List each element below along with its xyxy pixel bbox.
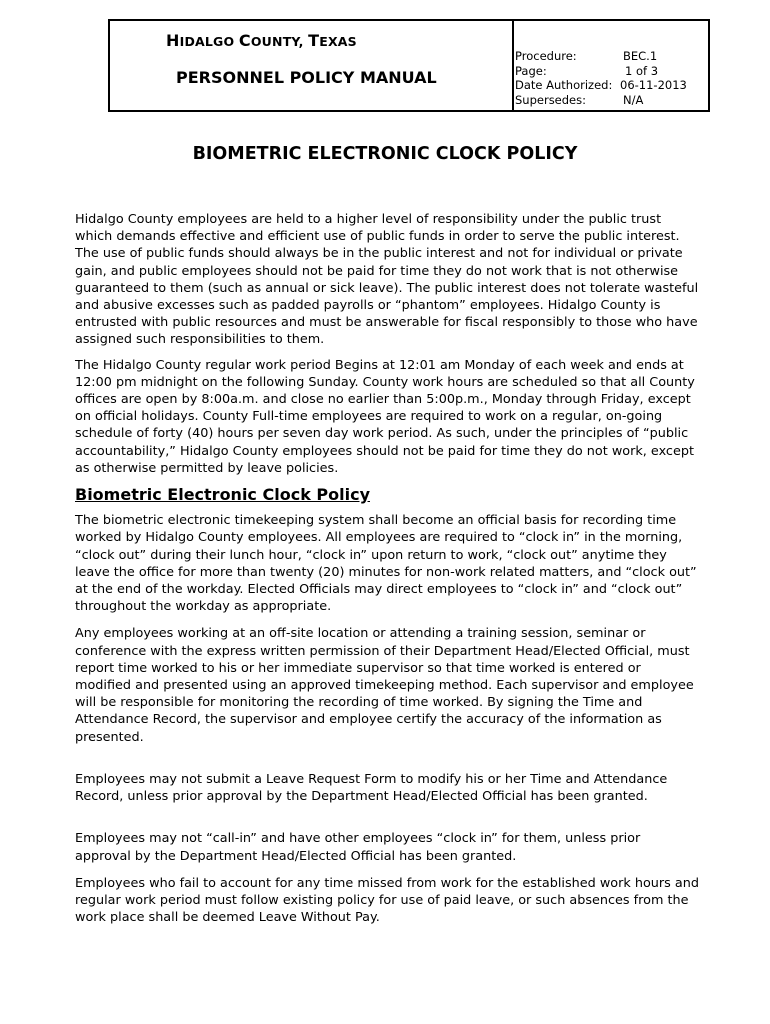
section-paragraph: The biometric electronic timekeeping system shall become an official basis for recording time worked by Hidalgo County employees. All employees are required to “clock in” in the morning, “clock out” during their lunch hour, “clock in” upon return to work, “clock out” anytime they leave the office for more than twenty (20) minutes for non-work related matters, and “clock out” at the end of the workday. Elected Officials may direct employees to “clock in” and “clock out” throughout the workday as appropriate. [75,513,697,615]
intro-paragraph: Hidalgo County employees are held to a higher level of responsibility under the public trust which demands effective and efficient use of public funds in order to serve the public interest. The use of public funds should always be in the public interest and not for individual or private gain, and public employees should not be paid for time they do not work that is not otherwise guaranteed to them (such as annual or sick leave). The public interest does not tolerate wasteful and abusive excesses such as padded payrolls or “phantom” employees. Hidalgo County is entrusted with public resources and must be answerable for fiscal responsibly to those who have assigned such responsibilities to them. [75,212,699,348]
header-divider [512,21,514,110]
meta-value: N/A [623,92,644,107]
header-box [108,19,710,112]
meta-row-procedure [515,49,705,64]
meta-label: Procedure: [515,49,577,63]
procedure-meta [515,49,705,107]
county-word-1: IDALGO [179,34,239,49]
document-title: BIOMETRIC ELECTRONIC CLOCK POLICY [192,144,578,164]
county-letter-3: T [308,31,320,50]
meta-value: 06-11-2013 [620,78,687,92]
section-paragraph: Employees may not submit a Leave Request Form to modify his or her Time and Attendance Record, unless prior approval by the Department Head/Elected Official has been granted. [75,771,668,805]
meta-label: Page: [515,63,547,78]
section-paragraph: Employees who fail to account for any time missed from work for the established work hours and regular work period must follow existing policy for use of paid leave, or such absences from the work place shall be deemed Leave Without Pay. [75,875,699,926]
meta-row-supersedes [515,93,705,108]
county-name [166,31,357,50]
meta-row-date [515,78,705,93]
meta-value: 1 of 3 [625,63,659,78]
intro-paragraph: The Hidalgo County regular work period Begins at 12:01 am Monday of each week and ends at 12:00 pm midnight on the following Sunday. County work hours are scheduled so that all County offices are open by 8:00a.m. and close no earlier than 5:00p.m., Monday through Friday, except on official holidays. County Full-time employees are required to work on a regular, on-going schedule of forty (40) hours per seven day work period. As such, under the principles of “public accountability,” Hidalgo County employees should not be paid for time they do not work, except as otherwise permitted by leave policies. [75,357,695,476]
section-heading: Biometric Electronic Clock Policy [75,485,370,505]
section-paragraph: Employees may not “call-in” and have other employees “clock in” for them, unless prior approval by the Department Head/Elected Official has been granted. [75,831,641,864]
meta-value: BEC.1 [623,49,658,63]
county-letter-1: H [166,31,180,50]
county-word-2: OUNTY, [250,34,309,49]
county-letter-2: C [238,31,251,50]
meta-label: Date Authorized: [515,78,613,92]
section-paragraph: Any employees working at an off-site location or attending a training session, seminar or conference with the express written permission of their Department Head/Elected Official, must report time worked to his or her immediate supervisor so that time worked is entered or modified and presented using an approved timekeeping method. Each supervisor and employee will be responsible for monitoring the recording of time worked. By signing the Time and Attendance Record, the supervisor and employee certify the accuracy of the information as presented. [75,626,694,745]
manual-title: PERSONNEL POLICY MANUAL [176,68,437,87]
meta-label: Supersedes: [515,92,586,107]
document-body [75,211,700,926]
county-word-3: EXAS [319,34,357,49]
meta-row-page [515,64,705,79]
